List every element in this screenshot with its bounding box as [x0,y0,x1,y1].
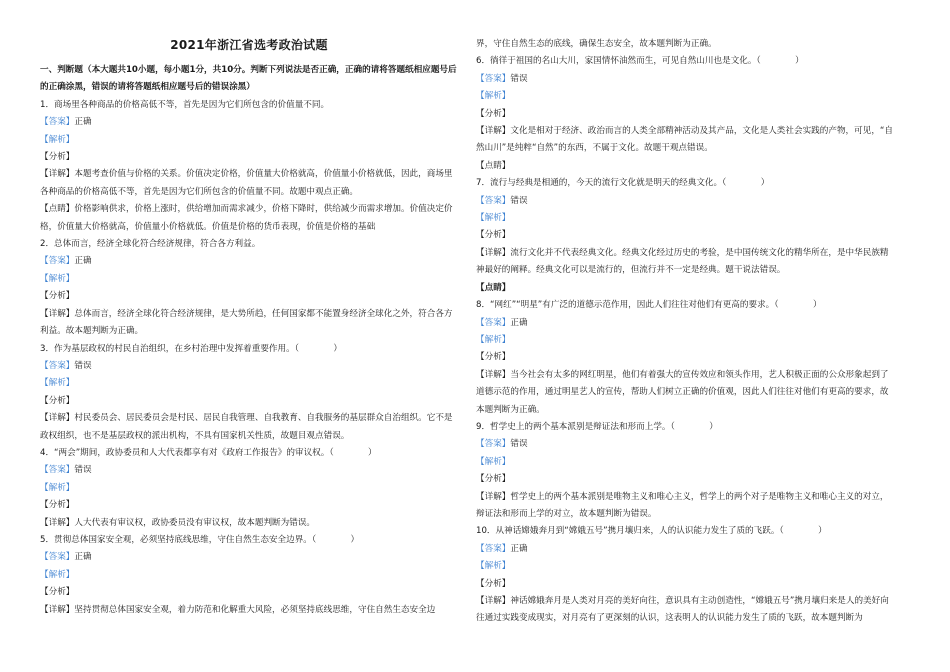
analysis-tag: 【解析】 [40,273,75,284]
answer-line [40,253,458,270]
answer-line [476,541,894,558]
question-stem: 5．贯彻总体国家安全观，必须坚持底线思维，守住自然生态安全边界。（ ） [40,534,360,545]
answer-value: 正确 [74,256,92,267]
answer-line [476,436,894,453]
detail-tag: 【详解】 [40,517,75,528]
answer-tag: 【答案】 [40,552,75,563]
detail-line [40,166,458,201]
detail-line [40,410,458,445]
answer-tag: 【答案】 [476,439,511,450]
answer-tag: 【答案】 [40,465,75,476]
detail-line [476,489,894,524]
analysis-tag: 【解析】 [476,213,511,224]
question-stem: 7．流行与经典是相通的，今天的流行文化就是明天的经典文化。（ ） [476,178,770,189]
answer-value: 错误 [510,73,528,84]
answer-value: 正确 [74,552,92,563]
analysis-tag: 【解析】 [476,334,511,345]
detail-text: 当今社会有太多的网红明星，他们有着强大的宣传效应和领头作用，艺人积极正面的公众形象起到了道德示范的作用，通过明星艺人的宣传，帮助人们树立正确的价值观，因此人们往往对他们有更高的要求，故本题判断为正确。 [476,369,889,415]
fenxi-tag: 【分析】 [476,108,511,119]
detail-tag: 【详解】 [476,491,511,502]
detail-tag: 【详解】 [40,604,75,615]
fenxi-tag: 【分析】 [40,291,75,302]
dianjing-tag: 【点睛】 [476,160,511,171]
answer-value: 错误 [74,465,92,476]
fenxi-tag: 【分析】 [40,152,75,163]
detail-line [40,306,458,341]
detail-text: 哲学史上的两个基本派别是唯物主义和唯心主义，哲学上的两个对子是唯物主义和唯心主义的对立，辩证法和形而上学的对立，故本题判断为错误。 [476,491,889,519]
fenxi-tag: 【分析】 [476,578,511,589]
right-column [476,36,894,628]
analysis-tag: 【解析】 [40,378,75,389]
section-heading: 一、判断题（本大题共10小题，每小题1分，共10分。判断下列说法是否正确，正确的请将答题纸相应题号后的正确涂黑，错误的请将答题纸相应题号后的错误涂黑） [40,65,457,93]
answer-line [40,462,458,479]
answer-value: 正确 [510,317,528,328]
answer-line [40,549,458,566]
fenxi-tag: 【分析】 [40,587,75,598]
detail-text: 村民委员会、居民委员会是村民、居民自我管理、自我教育、自我服务的基层群众自治组织。它不是政权组织，也不是基层政权的派出机构，不具有国家机关性质，故题目观点错误。 [40,413,453,441]
fenxi-tag: 【分析】 [40,500,75,511]
detail-line [476,367,894,419]
analysis-tag: 【解析】 [476,91,511,102]
fenxi-tag: 【分析】 [476,230,511,241]
answer-tag: 【答案】 [476,543,511,554]
document-title: 2021年浙江省选考政治试题 [170,38,328,52]
detail-line [476,593,894,628]
answer-line [40,114,458,131]
detail-text: 总体而言，经济全球化符合经济规律，是大势所趋，任何国家都不能置身经济全球化之外，符合各方利益。故本题判断为正确。 [40,308,453,337]
fenxi-tag: 【分析】 [476,352,511,363]
dianjing-text: 价格影响供求，价格上涨时，供给增加而需求减少，价格下降时，供给减少而需求增加。价值决定价格，价值量大价格就高，价值量小价格就低。价值是价格的货币表现，价值是价格的基础 [40,204,453,232]
question-stem: 4．“两会”期间，政协委员和人大代表都享有对《政府工作报告》的审议权。（ ） [40,447,377,458]
answer-tag: 【答案】 [476,317,511,328]
answer-line [476,315,894,332]
detail-text: 本题考查价值与价格的关系。价值决定价格，价值量大价格就高，价值量小价格就低，因此，商场里各种商品的价格高低不等，首先是因为它们所包含的价值量不同。故题中观点正确。 [40,169,453,197]
analysis-tag: 【解析】 [40,569,75,580]
answer-tag: 【答案】 [476,195,511,206]
detail-text: 坚持贯彻总体国家安全观，着力防范和化解重大风险，必须坚持底线思维，守住自然生态安全边 [74,604,436,615]
question-stem: 8．“网红”“明星”有广泛的道德示范作用，因此人们往往对他们有更高的要求。（ ） [476,300,822,311]
dianjing-tag: 【点睛】 [40,204,75,215]
detail-text: 流行文化并不代表经典文化。经典文化经过历史的考验，是中国传统文化的精华所在，是中华民族精神最好的阐释。经典文化可以是流行的，但流行并不一定是经典。题干说法错误。 [476,247,889,276]
question-stem: 1．商场里各种商品的价格高低不等，首先是因为它们所包含的价值量不同。 [40,99,330,110]
answer-tag: 【答案】 [40,256,75,267]
answer-line [40,358,458,375]
question-stem: 6．徜徉于祖国的名山大川，家国情怀油然而生，可见自然山川也是文化。（ ） [476,56,804,67]
detail-tag: 【详解】 [476,126,511,137]
question-stem: 10．从神话嫦娥奔月到“嫦娥五号”携月壤归来，人的认识能力发生了质的飞跃。（ ） [476,526,827,537]
detail-tag: 【详解】 [476,369,511,380]
analysis-tag: 【解析】 [40,482,75,493]
detail-line [40,602,458,619]
dianjing-tag: 【点睛】 [476,282,511,293]
answer-value: 正确 [74,117,92,128]
fenxi-tag: 【分析】 [40,395,75,406]
detail-tag: 【详解】 [40,413,75,424]
detail-tag: 【详解】 [40,308,75,319]
detail-line [476,245,894,280]
answer-tag: 【答案】 [40,117,75,128]
detail-tag: 【详解】 [40,169,75,180]
answer-value: 错误 [510,195,528,206]
answer-tag: 【答案】 [40,360,75,371]
answer-line [476,71,894,88]
left-column [40,34,458,619]
answer-line [476,193,894,210]
question-stem: 9．哲学史上的两个基本派别是辩证法和形而上学。（ ） [476,421,718,432]
answer-value: 正确 [510,543,528,554]
detail-line [476,123,894,158]
fenxi-tag: 【分析】 [476,474,511,485]
detail-continuation: 界，守住自然生态的底线，确保生态安全，故本题判断为正确。 [476,39,717,49]
question-stem: 2．总体而言，经济全球化符合经济规律，符合各方利益。 [40,239,261,250]
analysis-tag: 【解析】 [40,134,75,145]
detail-text: 文化是相对于经济、政治而言的人类全部精神活动及其产品，文化是人类社会实践的产物，可见，“自然山川”是纯粹“自然”的东西，不属于文化。故题干观点错误。 [476,126,893,154]
detail-text: 神话嫦娥奔月是人类对月亮的美好向往，意识具有主动创造性，“嫦娥五号”携月壤归来是人的美好向往通过实践变成现实，对月亮有了更深刻的认识，这表明人的认识能力发生了质的飞跃，故本题判断为 [476,596,889,624]
detail-line [40,515,458,532]
answer-value: 错误 [510,439,528,450]
answer-tag: 【答案】 [476,73,511,84]
dianjing-line [40,201,458,236]
analysis-tag: 【解析】 [476,456,511,467]
analysis-tag: 【解析】 [476,561,511,572]
question-stem: 3．作为基层政权的村民自治组织，在乡村治理中发挥着重要作用。（ ） [40,343,342,354]
answer-value: 错误 [74,360,92,371]
detail-tag: 【详解】 [476,247,511,258]
detail-text: 人大代表有审议权，政协委员没有审议权，故本题判断为错误。 [74,517,316,528]
detail-tag: 【详解】 [476,596,511,606]
